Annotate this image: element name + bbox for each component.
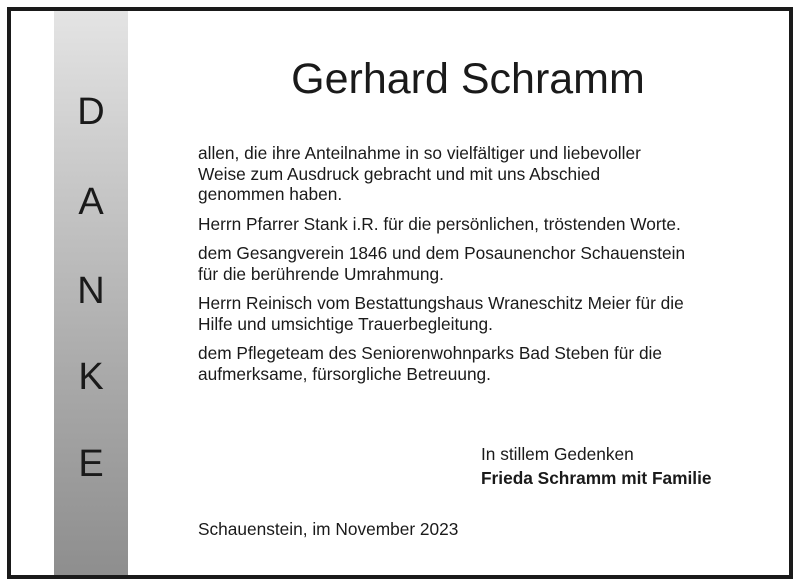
paragraph-line: aufmerksame, fürsorgliche Betreuung. [198,363,491,384]
paragraph-line: dem Gesangverein 1846 und dem Posaunenchor Schauenstein [198,243,686,263]
paragraph-line: Hilfe und umsichtige Trauerbegleitung. [198,313,493,334]
signoff-remembrance: In stillem Gedenken [481,444,634,464]
danke-letter-k: K [78,356,104,398]
thanks-paragraph-pastor [198,214,758,235]
paragraph-line: Herrn Pfarrer Stank i.R. für die persönlichen, tröstenden Worte. [198,213,681,234]
thanks-body [198,143,758,393]
paragraph-line: allen, die ihre Anteilnahme in so vielfältiger und liebevoller [198,143,641,163]
danke-letter-d: D [77,91,105,133]
signoff-block [481,442,712,490]
deceased-name-title: Gerhard Schramm [291,55,645,103]
paragraph-line: Weise zum Ausdruck gebracht und mit uns Abschied [198,163,601,184]
signoff-family: Frieda Schramm mit Familie [481,468,712,488]
paragraph-line: dem Pflegeteam des Seniorenwohnparks Bad Steben für die [198,343,663,363]
thanks-paragraph-funeral-home [198,293,758,334]
thanks-paragraph-general [198,143,758,205]
paragraph-line: genommen haben. [198,184,343,204]
thanks-paragraph-care-team [198,343,758,384]
paragraph-line: Herrn Reinisch vom Bestattungshaus Wraneschitz Meier für die [198,293,684,313]
danke-letter-a: A [78,181,104,223]
place-and-date: Schauenstein, im November 2023 [198,519,459,539]
thanks-paragraph-choir [198,243,758,284]
danke-letter-n: N [77,270,105,312]
paragraph-line: für die berührende Umrahmung. [198,263,444,284]
danke-letter-e: E [78,443,104,485]
